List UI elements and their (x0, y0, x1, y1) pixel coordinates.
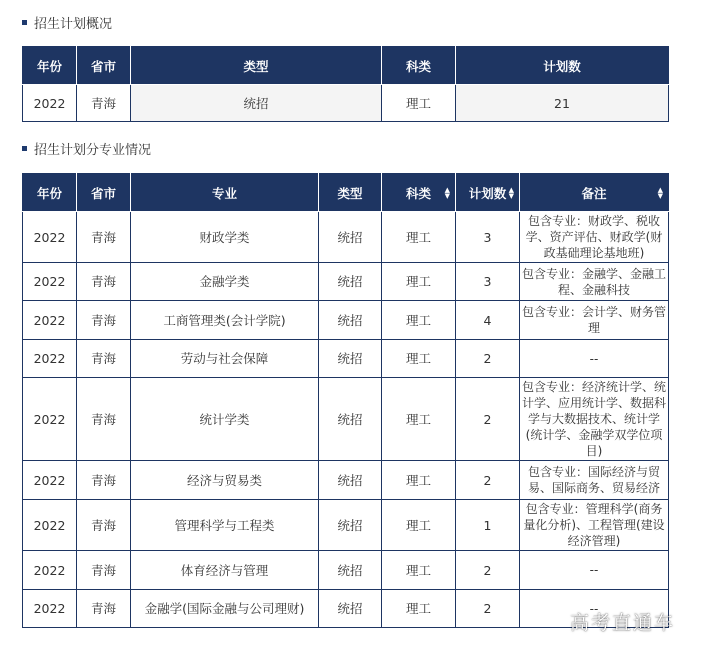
cell-year: 2022 (23, 340, 77, 378)
overview-title-text: 招生计划概况 (34, 17, 113, 32)
cell-type: 统招 (319, 378, 382, 461)
cell-province: 青海 (77, 551, 131, 590)
overview-section-title (22, 16, 112, 34)
cell-count: 3 (456, 212, 520, 263)
header-category: 科类 (382, 47, 456, 85)
cell-count: 2 (456, 551, 520, 590)
cell-category: 理工 (382, 551, 456, 590)
cell-province: 青海 (77, 340, 131, 378)
cell-major: 财政学类 (131, 212, 319, 263)
cell-major: 管理科学与工程类 (131, 500, 319, 551)
cell-year: 2022 (23, 263, 77, 301)
sort-icon[interactable]: ▲ ▼ (508, 185, 514, 200)
majors-table-body (23, 212, 669, 628)
cell-province: 青海 (77, 263, 131, 301)
table-row (23, 461, 669, 500)
cell-year: 2022 (23, 85, 77, 122)
cell-type: 统招 (131, 85, 382, 122)
table-row (23, 500, 669, 551)
overview-table (22, 46, 669, 122)
cell-year: 2022 (23, 378, 77, 461)
table-row (23, 551, 669, 590)
bullet-icon (22, 20, 27, 25)
cell-major: 工商管理类(会计学院) (131, 301, 319, 340)
cell-remark: 包含专业：财政学、税收学、资产评估、财政学(财政基础理论基地班) (520, 212, 669, 263)
cell-category: 理工 (382, 212, 456, 263)
header-province: 省市 (77, 47, 131, 85)
cell-year: 2022 (23, 590, 77, 628)
table-row (23, 378, 669, 461)
cell-remark: 包含专业：管理科学(商务量化分析)、工程管理(建设经济管理) (520, 500, 669, 551)
cell-count: 2 (456, 378, 520, 461)
cell-major: 统计学类 (131, 378, 319, 461)
cell-type: 统招 (319, 263, 382, 301)
bullet-icon (22, 146, 27, 151)
cell-year: 2022 (23, 551, 77, 590)
cell-province: 青海 (77, 500, 131, 551)
majors-section-title (22, 142, 151, 160)
majors-table (22, 173, 669, 628)
cell-category: 理工 (382, 378, 456, 461)
cell-province: 青海 (77, 378, 131, 461)
cell-type: 统招 (319, 340, 382, 378)
majors-title-text: 招生计划分专业情况 (34, 143, 152, 158)
cell-count: 2 (456, 340, 520, 378)
cell-category: 理工 (382, 590, 456, 628)
table-row (23, 301, 669, 340)
cell-category: 理工 (382, 85, 456, 122)
sort-icon[interactable]: ▲ ▼ (657, 185, 663, 200)
cell-remark: 包含专业：会计学、财务管理 (520, 301, 669, 340)
cell-remark: 包含专业：国际经济与贸易、国际商务、贸易经济 (520, 461, 669, 500)
table-row (23, 340, 669, 378)
cell-remark: -- (520, 590, 669, 628)
majors-header-row (23, 174, 669, 212)
header-count-sortable[interactable] (456, 174, 520, 212)
header-type: 类型 (131, 47, 382, 85)
cell-remark: -- (520, 551, 669, 590)
cell-remark: -- (520, 340, 669, 378)
cell-major: 体育经济与管理 (131, 551, 319, 590)
cell-type: 统招 (319, 461, 382, 500)
header-category-sortable[interactable] (382, 174, 456, 212)
table-row (23, 263, 669, 301)
sort-icon[interactable]: ▲ ▼ (444, 185, 450, 200)
cell-type: 统招 (319, 590, 382, 628)
header-province: 省市 (77, 174, 131, 212)
cell-type: 统招 (319, 212, 382, 263)
cell-remark: 包含专业：经济统计学、统计学、应用统计学、数据科学与大数据技术、统计学(统计学、金融学双学位项目) (520, 378, 669, 461)
header-major: 专业 (131, 174, 319, 212)
cell-count: 2 (456, 461, 520, 500)
cell-category: 理工 (382, 500, 456, 551)
header-year: 年份 (23, 174, 77, 212)
table-row (23, 85, 669, 122)
cell-year: 2022 (23, 500, 77, 551)
cell-category: 理工 (382, 340, 456, 378)
cell-count: 2 (456, 590, 520, 628)
header-type: 类型 (319, 174, 382, 212)
cell-year: 2022 (23, 461, 77, 500)
cell-province: 青海 (77, 212, 131, 263)
cell-province: 青海 (77, 590, 131, 628)
cell-category: 理工 (382, 461, 456, 500)
header-year: 年份 (23, 47, 77, 85)
cell-remark: 包含专业：金融学、金融工程、金融科技 (520, 263, 669, 301)
cell-year: 2022 (23, 212, 77, 263)
cell-major: 劳动与社会保障 (131, 340, 319, 378)
cell-category: 理工 (382, 263, 456, 301)
cell-count: 4 (456, 301, 520, 340)
cell-major: 金融学(国际金融与公司理财) (131, 590, 319, 628)
cell-province: 青海 (77, 301, 131, 340)
header-count: 计划数 (456, 47, 669, 85)
cell-category: 理工 (382, 301, 456, 340)
header-remark-sortable[interactable] (520, 174, 669, 212)
header-remark-label: 备注 (581, 185, 607, 201)
overview-header-row (23, 47, 669, 85)
header-category-label: 科类 (405, 185, 431, 201)
header-count-label: 计划数 (468, 185, 507, 201)
cell-count: 21 (456, 85, 669, 122)
watermark: 高考直通车 (570, 612, 676, 634)
cell-major: 金融学类 (131, 263, 319, 301)
cell-year: 2022 (23, 301, 77, 340)
cell-type: 统招 (319, 301, 382, 340)
cell-count: 3 (456, 263, 520, 301)
cell-type: 统招 (319, 500, 382, 551)
cell-count: 1 (456, 500, 520, 551)
cell-province: 青海 (77, 461, 131, 500)
cell-province: 青海 (77, 85, 131, 122)
cell-type: 统招 (319, 551, 382, 590)
table-row (23, 212, 669, 263)
cell-major: 经济与贸易类 (131, 461, 319, 500)
